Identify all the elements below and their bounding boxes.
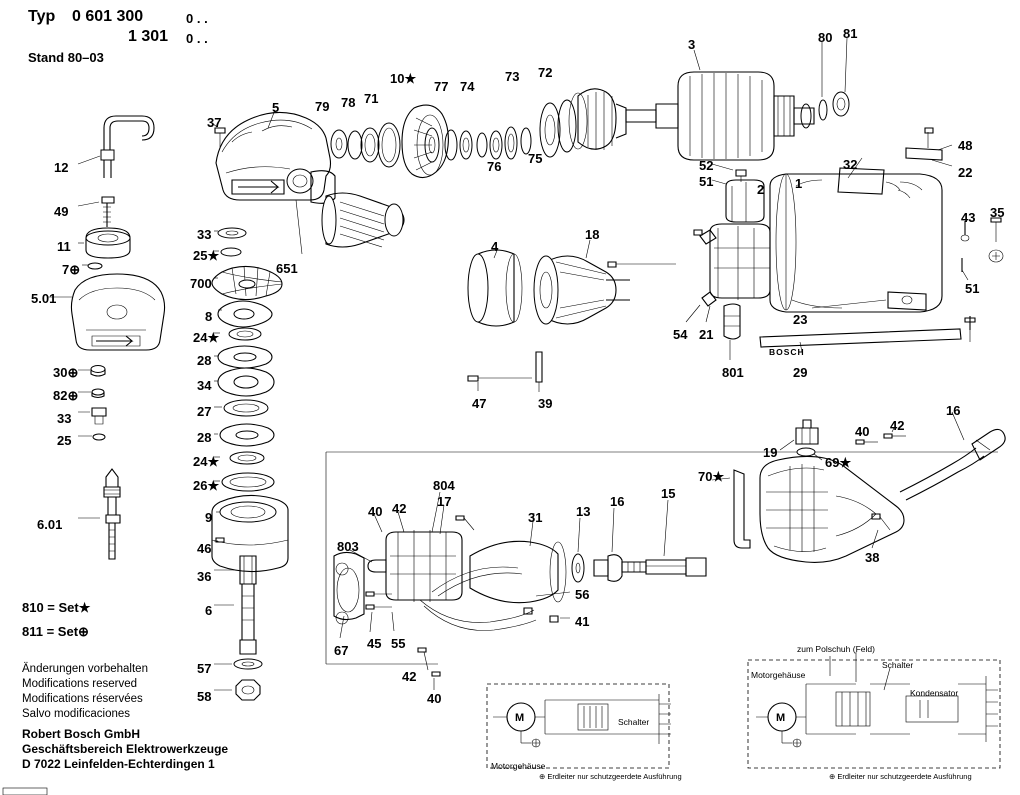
part-callout-49: 49 [54,204,69,219]
part-callout-82: 82⊕ [53,388,79,403]
part-callout-12: 12 [54,160,69,175]
set-legend-811: 811 = Set⊕ [22,624,89,639]
part-callout-3: 3 [688,37,696,52]
part-callout-700: 700 [190,276,212,291]
part-callout-6: 6 [205,603,213,618]
part-callout-69: 69★ [825,455,852,470]
part-callout-43: 43 [961,210,976,225]
part-callout-13: 13 [576,504,591,519]
footer-company: Robert Bosch GmbH [22,727,141,741]
part-callout-57: 57 [197,661,212,676]
part-callout-42: 42 [402,669,417,684]
set-legend-810: 810 = Set★ [22,600,91,615]
wiring-left-schalter: Schalter [618,717,650,727]
wiring-left-motorgehause: Motorgehäuse [491,761,546,771]
part-callout-26: 26★ [193,478,220,493]
part-callout-52: 52 [699,158,714,173]
part-callout-40: 40 [855,424,870,439]
wiring-right-kondensator: Kondensator [910,688,959,698]
footer-line-4: Salvo modificaciones [22,708,131,720]
wiring-right-motor-symbol: M [776,712,786,724]
footer-line-1: Änderungen vorbehalten [22,663,148,675]
part-callout-1: 1 [795,176,803,191]
footer-address: D 7022 Leinfelden-Echterdingen 1 [22,757,215,771]
part-callout-10: 10★ [390,71,417,86]
wiring-right-zum-polschuh: zum Polschuh (Feld) [797,644,875,654]
part-callout-45: 45 [367,636,382,651]
wiring-left-motor-symbol: M [515,712,525,724]
part-callout-2: 2 [757,182,765,197]
footer-line-2: Modifications reserved [22,678,138,690]
part-callout-24: 24★ [193,454,220,469]
wiring-right-note: ⊕ Erdleiter nur schutzgeerdete Ausführung [829,772,972,781]
wiring-left-note: ⊕ Erdleiter nur schutzgeerdete Ausführung [539,772,682,781]
part-callout-801: 801 [722,365,744,380]
part-callout-77: 77 [434,79,449,94]
part-callout-19: 19 [763,445,778,460]
part-callout-75: 75 [528,151,543,166]
part-callout-30: 30⊕ [53,365,79,380]
part-callout-6.01: 6.01 [37,517,63,532]
part-callout-67: 67 [334,643,349,658]
part-callout-55: 55 [391,636,406,651]
part-callout-651: 651 [276,261,298,276]
part-callout-28: 28 [197,430,212,445]
part-callout-47: 47 [472,396,487,411]
part-callout-29: 29 [793,365,808,380]
part-callout-5: 5 [272,100,280,115]
wiring-right-motorgehause: Motorgehäuse [751,670,806,680]
part-callout-22: 22 [958,165,973,180]
part-callout-70: 70★ [698,469,725,484]
part-callout-51: 51 [699,174,714,189]
part-callout-42: 42 [890,418,905,433]
part-callout-56: 56 [575,587,590,602]
part-callout-25: 25★ [193,248,220,263]
part-callout-9: 9 [205,510,213,525]
part-callout-24: 24★ [193,330,220,345]
part-callout-80: 80 [818,30,833,45]
part-callout-40: 40 [427,691,442,706]
part-callout-15: 15 [661,486,676,501]
part-callout-51: 51 [965,281,980,296]
part-callout-27: 27 [197,404,212,419]
part-callout-42: 42 [392,501,407,516]
bosch-brand-label: BOSCH [769,347,805,357]
footer-line-3: Modifications réservées [22,693,143,705]
part-callout-804: 804 [433,478,455,493]
part-callout-46: 46 [197,541,212,556]
part-callout-81: 81 [843,26,858,41]
part-callout-72: 72 [538,65,553,80]
part-callout-11: 11 [57,239,71,254]
part-callout-4: 4 [491,239,499,254]
part-callout-78: 78 [341,95,356,110]
part-callout-58: 58 [197,689,212,704]
part-callout-16: 16 [610,494,625,509]
part-callout-21: 21 [699,327,714,342]
part-callout-54: 54 [673,327,688,342]
typ-number-1: 0 601 300 [72,8,144,25]
part-callout-37: 37 [207,115,222,130]
typ-number-2: 1 301 [128,28,169,45]
typ-label: Typ [28,8,56,25]
part-callout-74: 74 [460,79,475,94]
part-callout-41: 41 [575,614,590,629]
part-callout-18: 18 [585,227,600,242]
stand-label: Stand 80–03 [28,50,104,65]
part-callout-76: 76 [487,159,502,174]
part-callout-32: 32 [843,157,858,172]
typ-number-1-suffix: 0 . . [186,11,208,26]
part-callout-803: 803 [337,539,359,554]
part-callout-34: 34 [197,378,212,393]
footer-division: Geschäftsbereich Elektrowerkzeuge [22,742,229,756]
part-callout-7: 7⊕ [62,262,81,277]
part-callout-38: 38 [865,550,880,565]
part-callout-79: 79 [315,99,330,114]
part-callout-33: 33 [197,227,212,242]
wiring-right-schalter: Schalter [882,660,914,670]
part-callout-71: 71 [364,91,379,106]
part-callout-17: 17 [437,494,452,509]
part-callout-25: 25 [57,433,72,448]
part-callout-31: 31 [528,510,543,525]
part-callout-33: 33 [57,411,72,426]
part-callout-16: 16 [946,403,961,418]
part-callout-36: 36 [197,569,212,584]
part-callout-35: 35 [990,205,1005,220]
part-callout-8: 8 [205,309,213,324]
part-callout-28: 28 [197,353,212,368]
part-callout-39: 39 [538,396,553,411]
part-callout-23: 23 [793,312,808,327]
part-callout-73: 73 [505,69,520,84]
typ-number-2-suffix: 0 . . [186,31,208,46]
part-callout-48: 48 [958,138,973,153]
part-callout-5.01: 5.01 [31,291,57,306]
part-callout-40: 40 [368,504,383,519]
